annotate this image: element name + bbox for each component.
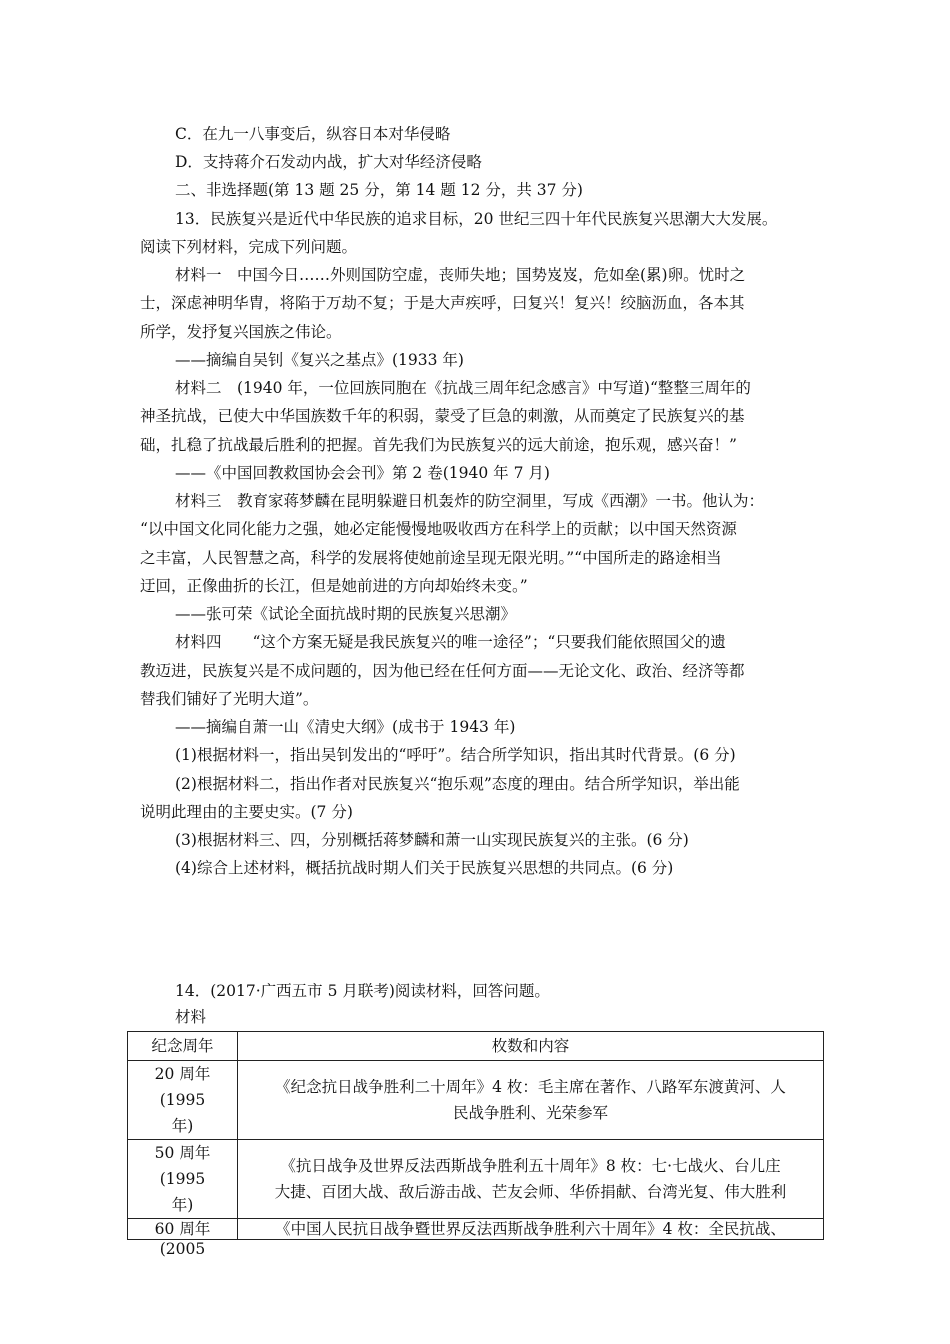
table-cell-year: 50 周年(1995 年) [128,1140,238,1219]
table-cell-content: 《抗日战争及世界反法西斯战争胜利五十周年》8 枚：七·七战火、台儿庄 大捷、百团大战、敌后游击战、芒友会师、华侨捐献、台湾光复、伟大胜利 [238,1140,824,1219]
material-3-source: ——张可荣《试论全面抗战时期的民族复兴思潮》 [175,605,517,623]
option-c: C．在九一八事变后，纵容日本对华侵略 [175,125,451,143]
sub-question-2: (2)根据材料二，指出作者对民族复兴“抱乐观”态度的理由。结合所学知识，举出能 [175,775,740,793]
section-heading: 二、非选择题(第 13 题 25 分，第 14 题 12 分，共 37 分) [175,181,583,199]
material-1: 材料一 中国今日……外则国防空虚，丧师失地；国势岌岌，危如垒(累)卵。忧时之 [175,266,746,284]
q13-intro: 13．民族复兴是近代中华民族的追求目标，20 世纪三四十年代民族复兴思潮大大发展。 [175,210,778,228]
option-d: D．支持蒋介石发动内战，扩大对华经济侵略 [175,153,482,171]
table-cell-content: 《纪念抗日战争胜利二十周年》4 枚：毛主席在著作、八路军东渡黄河、人 民战争胜利、光荣参军 [238,1061,824,1140]
table-row [128,1140,824,1219]
table-row [128,1219,824,1240]
material-2-cont: 神圣抗战，已使大中华国族数千年的积弱，蒙受了巨急的刺激，从而奠定了民族复兴的基 [140,407,745,425]
material-4-source: ——摘编自萧一山《清史大纲》(成书于 1943 年) [175,718,516,736]
material-3-cont: “以中国文化同化能力之强，她必定能慢慢地吸收西方在科学上的贡献；以中国天然资源 [140,520,737,538]
sub-question-2-cont: 说明此理由的主要史实。(7 分) [140,803,353,821]
q13-intro-cont: 阅读下列材料，完成下列问题。 [140,238,358,256]
sub-question-1: (1)根据材料一，指出吴钊发出的“呼吁”。结合所学知识，指出其时代背景。(6 分) [175,746,736,764]
table-cell-year: 60 周年(2005 [128,1219,238,1240]
sub-question-4: (4)综合上述材料，概括抗战时期人们关于民族复兴思想的共同点。(6 分) [175,859,674,877]
material-3: 材料三 教育家蒋梦麟在昆明躲避日机轰炸的防空洞里，写成《西潮》一书。他认为： [175,492,765,510]
material-3-cont: 之丰富，人民智慧之高，科学的发展将使她前途呈现无限光明。”“中国所走的路途相当 [140,549,722,567]
material-1-cont: 士，深虑神明华胄，将陷于万劫不复；于是大声疾呼，曰复兴！复兴！绞脑沥血，各本其 [140,294,745,312]
material-2-source: ——《中国回教救国协会会刊》第 2 卷(1940 年 7 月) [175,464,550,482]
material-2: 材料二 (1940 年，一位回族同胞在《抗战三周年纪念感言》中写道)“整整三周年的 [175,379,751,397]
material-4-cont: 替我们铺好了光明大道”。 [140,690,319,708]
material-2-cont: 础，扎稳了抗战最后胜利的把握。首先我们为民族复兴的远大前途，抱乐观，感兴奋！” [140,436,737,454]
table-header-row [128,1032,824,1061]
material-4-cont: 教迈进，民族复兴是不成问题的，因为他已经在任何方面——无论文化、政治、经济等都 [140,662,745,680]
q14-intro: 14．(2017·广西五市 5 月联考)阅读材料，回答问题。 [175,982,550,1000]
material-1-cont: 所学，发抒复兴国族之伟论。 [140,323,342,341]
material-3-cont: 迂回，正像曲折的长江，但是她前进的方向却始终未变。” [140,577,528,595]
table-header: 枚数和内容 [238,1032,824,1061]
material-4: 材料四 “这个方案无疑是我民族复兴的唯一途径”；“只要我们能依照国父的遗 [175,633,726,651]
stamp-table [127,1031,824,1258]
table-cell-content: 《中国人民抗日战争暨世界反法西斯战争胜利六十周年》4 枚：全民抗战、 [238,1219,824,1240]
table-header: 纪念周年 [128,1032,238,1061]
table-row [128,1061,824,1140]
material-1-source: ——摘编自吴钊《复兴之基点》(1933 年) [175,351,464,369]
sub-question-3: (3)根据材料三、四，分别概括蒋梦麟和萧一山实现民族复兴的主张。(6 分) [175,831,689,849]
q14-material-label: 材料 [175,1008,207,1026]
table-cell-year: 20 周年(1995 年) [128,1061,238,1140]
